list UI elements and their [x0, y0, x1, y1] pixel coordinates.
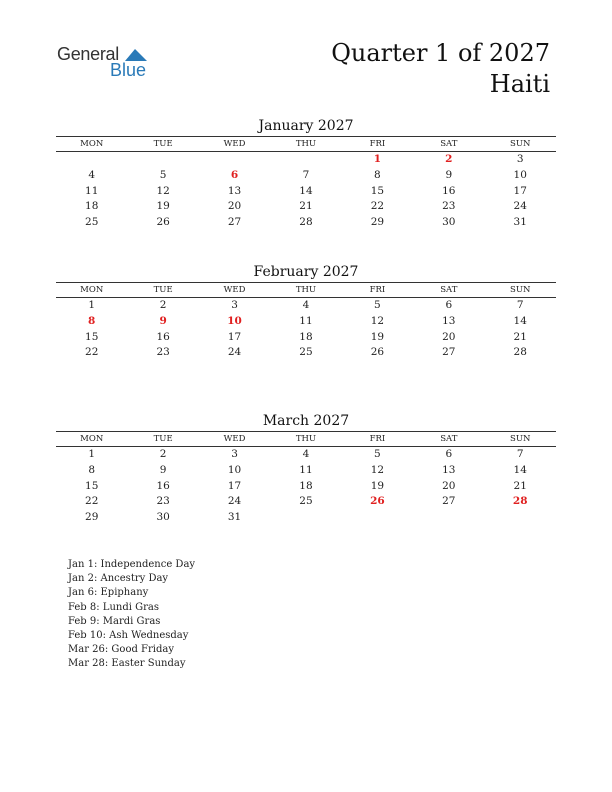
- day-cell: 28: [513, 346, 527, 359]
- weekday-header: [56, 282, 556, 298]
- logo-triangle-icon: [125, 47, 147, 61]
- day-cell: 23: [156, 346, 170, 359]
- day-cell: 21: [513, 330, 527, 343]
- week-row: [56, 314, 556, 330]
- week-row: [56, 510, 556, 526]
- holiday-day-cell: 28: [512, 495, 528, 508]
- day-cell: 23: [156, 495, 170, 508]
- weekday-fri: FRI: [369, 434, 386, 444]
- logo-text-blue: Blue: [110, 60, 147, 80]
- day-cell: 26: [370, 346, 385, 359]
- day-cell: 5: [374, 299, 381, 311]
- page-title: [331, 38, 550, 100]
- day-cell: 22: [85, 346, 99, 359]
- holiday-item: Jan 1: Independence Day: [68, 559, 196, 570]
- day-grid: [56, 447, 556, 526]
- day-cell: 11: [299, 314, 313, 327]
- weekday-wed: WED: [223, 285, 246, 295]
- holiday-item: Jan 2: Ancestry Day: [68, 573, 169, 585]
- weekday-mon: MON: [80, 434, 104, 444]
- week-row: [56, 298, 556, 314]
- day-cell: 18: [299, 330, 313, 343]
- week-row: [56, 330, 556, 346]
- holiday-day-cell: 8: [88, 314, 96, 327]
- day-cell: 4: [88, 168, 96, 181]
- day-cell: 7: [516, 299, 524, 311]
- day-grid: [56, 298, 556, 361]
- day-cell: 13: [442, 314, 456, 327]
- weekday-wed: WED: [223, 434, 246, 444]
- day-grid: [56, 152, 556, 231]
- day-cell: 17: [227, 330, 242, 343]
- holiday-day-cell: 6: [230, 168, 239, 181]
- day-cell: 30: [156, 511, 170, 524]
- day-cell: 24: [227, 346, 242, 359]
- weekday-tue: TUE: [153, 139, 173, 149]
- weekday-wed: WED: [223, 139, 246, 149]
- day-cell: 26: [156, 216, 170, 229]
- day-cell: 15: [85, 479, 99, 492]
- day-cell: 11: [299, 463, 313, 476]
- day-cell: 10: [227, 463, 242, 476]
- day-cell: 29: [370, 216, 385, 229]
- day-cell: 3: [231, 448, 238, 460]
- weekday-thu: THU: [295, 434, 317, 444]
- empty-day-cell: [127, 152, 198, 168]
- week-row: [56, 345, 556, 361]
- weekday-sun: SUN: [510, 139, 531, 149]
- day-cell: 25: [299, 495, 313, 508]
- day-cell: 13: [442, 463, 456, 476]
- day-cell: 16: [156, 330, 170, 343]
- week-row: [56, 494, 556, 510]
- logo: [57, 44, 157, 80]
- day-cell: 8: [88, 463, 96, 476]
- weekday-sat: SAT: [440, 434, 458, 444]
- day-cell: 27: [442, 495, 456, 508]
- empty-day-cell: [56, 152, 127, 168]
- weekday-thu: THU: [295, 139, 317, 149]
- day-cell: 25: [299, 346, 313, 359]
- day-cell: 9: [159, 463, 167, 476]
- day-cell: 27: [227, 216, 242, 229]
- logo-text-general: General: [57, 44, 119, 64]
- day-cell: 6: [445, 299, 453, 311]
- week-row: [56, 215, 556, 231]
- week-row: [56, 152, 556, 168]
- day-cell: 20: [442, 479, 456, 492]
- day-cell: 31: [513, 216, 527, 229]
- day-cell: 12: [156, 184, 170, 197]
- day-cell: 12: [370, 463, 385, 476]
- weekday-tue: TUE: [153, 285, 173, 295]
- day-cell: 21: [513, 479, 527, 492]
- day-cell: 1: [88, 299, 96, 311]
- week-row: [56, 184, 556, 200]
- day-cell: 2: [159, 448, 167, 460]
- day-cell: 10: [513, 168, 527, 181]
- day-cell: 5: [159, 168, 167, 181]
- day-cell: 28: [299, 216, 313, 229]
- day-cell: 18: [85, 200, 99, 213]
- day-cell: 3: [516, 153, 524, 165]
- day-cell: 7: [516, 448, 524, 460]
- week-row: [56, 463, 556, 479]
- day-cell: 31: [227, 511, 242, 524]
- weekday-thu: THU: [295, 285, 317, 295]
- day-cell: 20: [442, 330, 456, 343]
- holiday-list: [68, 558, 195, 672]
- holiday-item: Mar 26: Good Friday: [68, 644, 174, 656]
- day-cell: 2: [159, 299, 167, 311]
- holiday-day-cell: 10: [227, 314, 242, 327]
- day-cell: 7: [302, 168, 310, 181]
- empty-day-cell: [413, 510, 484, 526]
- day-cell: 24: [513, 200, 527, 213]
- day-cell: 24: [227, 495, 242, 508]
- week-row: [56, 168, 556, 184]
- weekday-tue: TUE: [153, 434, 173, 444]
- day-cell: 19: [370, 479, 385, 492]
- weekday-sun: SUN: [510, 285, 531, 295]
- empty-day-cell: [485, 510, 556, 526]
- day-cell: 3: [231, 299, 238, 311]
- day-cell: 22: [85, 495, 99, 508]
- day-cell: 21: [299, 200, 313, 213]
- day-cell: 22: [370, 200, 385, 213]
- day-cell: 25: [85, 216, 99, 229]
- empty-day-cell: [199, 152, 270, 168]
- day-cell: 16: [442, 184, 456, 197]
- title-quarter: Quarter 1 of 2027: [331, 39, 550, 67]
- weekday-header: [56, 136, 556, 152]
- day-cell: 23: [442, 200, 456, 213]
- day-cell: 11: [85, 184, 99, 197]
- weekday-fri: FRI: [369, 139, 386, 149]
- day-cell: 1: [88, 448, 96, 460]
- day-cell: 16: [156, 479, 170, 492]
- holiday-item: Mar 28: Easter Sunday: [68, 658, 186, 670]
- day-cell: 9: [445, 168, 453, 181]
- holiday-day-cell: 26: [370, 495, 385, 508]
- holiday-day-cell: 2: [445, 153, 453, 165]
- week-row: [56, 479, 556, 495]
- day-cell: 14: [513, 314, 527, 327]
- day-cell: 14: [513, 463, 527, 476]
- holiday-item: Jan 6: Epiphany: [68, 587, 149, 599]
- holiday-item: Feb 9: Mardi Gras: [68, 615, 161, 627]
- month-title: February 2027: [253, 264, 359, 280]
- day-cell: 17: [227, 479, 242, 492]
- holiday-day-cell: 9: [159, 314, 167, 327]
- month-title: March 2027: [262, 413, 350, 429]
- day-cell: 19: [370, 330, 385, 343]
- day-cell: 29: [85, 511, 99, 524]
- empty-day-cell: [342, 510, 413, 526]
- day-cell: 19: [156, 200, 170, 213]
- month-january: [56, 116, 556, 231]
- day-cell: 15: [370, 184, 385, 197]
- empty-day-cell: [270, 152, 341, 168]
- weekday-sun: SUN: [510, 434, 531, 444]
- week-row: [56, 447, 556, 463]
- day-cell: 4: [302, 448, 310, 460]
- day-cell: 8: [374, 168, 381, 181]
- day-cell: 15: [85, 330, 99, 343]
- day-cell: 27: [442, 346, 456, 359]
- day-cell: 6: [445, 448, 453, 460]
- weekday-fri: FRI: [369, 285, 386, 295]
- month-title: January 2027: [258, 118, 354, 134]
- day-cell: 17: [513, 184, 527, 197]
- weekday-sat: SAT: [440, 285, 458, 295]
- weekday-mon: MON: [80, 285, 104, 295]
- holiday-item: Feb 10: Ash Wednesday: [68, 630, 189, 642]
- weekday-header: [56, 431, 556, 447]
- day-cell: 20: [227, 200, 242, 213]
- day-cell: 14: [299, 184, 313, 197]
- day-cell: 30: [442, 216, 456, 229]
- day-cell: 12: [370, 314, 385, 327]
- holiday-day-cell: 1: [373, 153, 382, 165]
- empty-day-cell: [270, 510, 341, 526]
- day-cell: 13: [227, 184, 242, 197]
- weekday-sat: SAT: [440, 139, 458, 149]
- month-february: [56, 262, 556, 361]
- day-cell: 18: [299, 479, 313, 492]
- title-country: Haiti: [489, 70, 550, 98]
- day-cell: 5: [374, 448, 381, 460]
- weekday-mon: MON: [80, 139, 104, 149]
- month-march: [56, 411, 556, 526]
- holiday-item: Feb 8: Lundi Gras: [68, 601, 159, 613]
- day-cell: 4: [302, 299, 310, 311]
- week-row: [56, 199, 556, 215]
